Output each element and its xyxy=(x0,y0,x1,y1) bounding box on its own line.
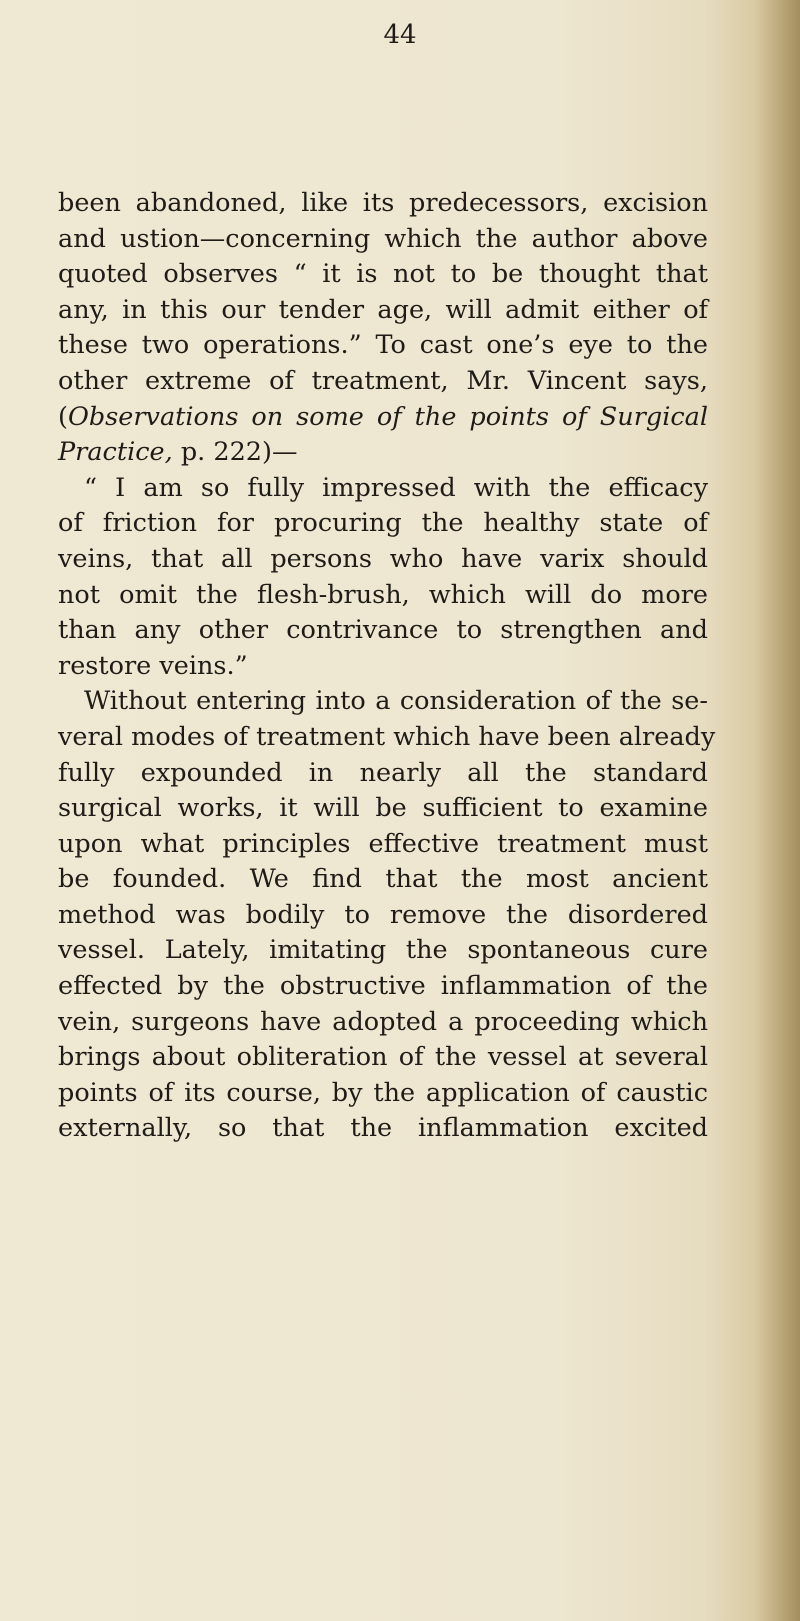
text-line: be founded. We find that the most ancient xyxy=(58,864,708,895)
quote-line: veins, that all persons who have varix should xyxy=(58,543,708,574)
quote-line: not omit the flesh-brush, which will do more xyxy=(58,579,708,610)
quote-line: than any other contrivance to strengthen and xyxy=(58,615,708,646)
italic-citation: Observations on some of the points of Surgical xyxy=(67,401,708,432)
citation-line xyxy=(58,435,708,471)
text-line: vein, surgeons have adopted a proceeding which xyxy=(58,1006,708,1037)
quote-line: restore veins.” xyxy=(58,650,248,681)
text-fragment: ( xyxy=(58,401,68,432)
text-line: and ustion—concerning which the author above xyxy=(58,223,708,254)
italic-citation: Practice, xyxy=(58,437,173,468)
quote-line: “ I am so fully impressed with the efficacy xyxy=(84,472,708,503)
text-line: effected by the obstructive inflammation of the xyxy=(58,971,708,1002)
text-line: quoted observes “ it is not to be thought that xyxy=(58,259,708,290)
text-line: Without entering into a consideration of the se- xyxy=(84,686,708,717)
text-line: been abandoned, like its predecessors, excision xyxy=(58,188,708,218)
body-text xyxy=(58,186,716,1147)
text-line: points of its course, by the application of caustic xyxy=(58,1077,708,1108)
text-line: upon what principles effective treatment must xyxy=(58,828,708,859)
text-line: brings about obliteration of the vessel at several xyxy=(58,1042,708,1073)
text-line: these two operations.” To cast one’s eye to the xyxy=(58,330,708,361)
text-line: fully expounded in nearly all the standard xyxy=(58,757,708,788)
citation-line xyxy=(58,400,708,436)
text-line: surgical works, it will be sufficient to examine xyxy=(58,793,708,824)
text-line: externally, so that the inflammation excited xyxy=(58,1113,708,1144)
page-number: 44 xyxy=(383,20,417,50)
text-line: any, in this our tender age, will admit either of xyxy=(58,294,708,325)
quote-line: of friction for procuring the healthy state of xyxy=(58,508,708,539)
text-line: method was bodily to remove the disordered xyxy=(58,899,708,930)
text-fragment: p. 222)— xyxy=(172,437,298,468)
text-line: veral modes of treatment which have been already xyxy=(58,721,716,752)
text-line: vessel. Lately, imitating the spontaneous cure xyxy=(58,935,708,966)
text-line: other extreme of treatment, Mr. Vincent says, xyxy=(58,365,708,396)
page-edge-shadow xyxy=(754,0,800,1621)
